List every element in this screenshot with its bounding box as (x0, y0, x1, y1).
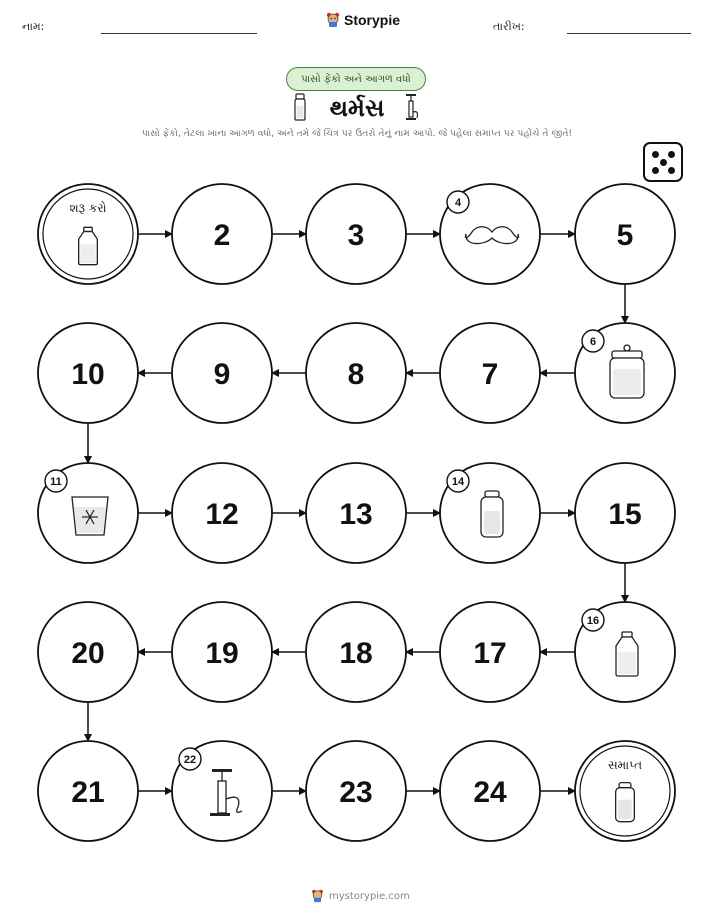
board-cell-1[interactable] (38, 184, 138, 284)
cell-number: 15 (608, 498, 642, 531)
board-cell-25[interactable] (575, 741, 675, 841)
name-label: નામ: (22, 20, 45, 33)
vial-bottle-icon (616, 783, 635, 822)
board-cell-5[interactable] (575, 184, 675, 284)
board-cell-14[interactable] (440, 463, 540, 563)
cell-number: 21 (71, 776, 105, 809)
cell-number: 22 (183, 754, 197, 766)
board-cell-2[interactable] (172, 184, 272, 284)
board-cell-16[interactable] (575, 602, 675, 702)
cell-number: 7 (481, 358, 499, 391)
board-cell-15[interactable] (575, 463, 675, 563)
board-cell-8[interactable] (306, 323, 406, 423)
cell-number: 13 (339, 498, 373, 531)
board-cell-12[interactable] (172, 463, 272, 563)
brand-name: Storypie (344, 12, 401, 28)
cell-number: 10 (71, 358, 105, 391)
board-cell-4[interactable] (440, 184, 540, 284)
board-cells (38, 184, 675, 841)
cell-number: 17 (473, 637, 507, 670)
glass-jar-icon (610, 345, 644, 398)
bear-mascot-icon (311, 889, 324, 903)
vial-bottle-icon (481, 491, 503, 537)
board-cell-24[interactable] (440, 741, 540, 841)
board-cell-3[interactable] (306, 184, 406, 284)
board-cell-21[interactable] (38, 741, 138, 841)
footer (311, 889, 410, 903)
cell-number: 23 (339, 776, 373, 809)
board-cell-13[interactable] (306, 463, 406, 563)
page-title: થર્મસ (329, 94, 385, 122)
cell-number: 20 (71, 637, 105, 670)
cell-number: 8 (347, 358, 365, 391)
board-cell-20[interactable] (38, 602, 138, 702)
ice-water-glass-icon (72, 497, 108, 535)
game-badge: પાસો ફેંકો અને આગળ વધો (286, 67, 426, 91)
board-cell-23[interactable] (306, 741, 406, 841)
cell-number: 5 (616, 219, 634, 252)
cell-number: 3 (347, 219, 365, 252)
board-cell-6[interactable] (575, 323, 675, 423)
cell-number: 4 (454, 197, 462, 209)
board-cell-10[interactable] (38, 323, 138, 423)
cell-number: 14 (451, 476, 465, 488)
date-label: તારીખ: (493, 20, 525, 33)
start-label: શરૂ કરો (69, 201, 107, 215)
board-cell-7[interactable] (440, 323, 540, 423)
board-cell-9[interactable] (172, 323, 272, 423)
footer-url[interactable]: mystorypie.com (329, 890, 410, 902)
cell-number: 9 (213, 358, 231, 391)
cell-number: 2 (213, 219, 231, 252)
cell-number: 24 (473, 776, 507, 809)
finish-label: સમાપ્ત (607, 758, 643, 772)
board-cell-19[interactable] (172, 602, 272, 702)
board-cell-22[interactable] (172, 741, 272, 841)
board-cell-17[interactable] (440, 602, 540, 702)
cell-number: 6 (589, 336, 597, 348)
cell-number: 19 (205, 637, 239, 670)
board-cell-11[interactable] (38, 463, 138, 563)
cell-number: 12 (205, 498, 239, 531)
cell-number: 16 (586, 615, 600, 627)
cell-number: 11 (50, 476, 62, 488)
instructions: પાસો ફેંકો, તેટલા ખાના આગળ વધો, અને તમે જે ચિત્ર પર ઉતરો તેનું નામ આપો. જે પહેલા સમાપ્ત પર પહોંચે તે જીતે! (141, 128, 573, 139)
cell-number: 18 (339, 637, 373, 670)
board-cell-18[interactable] (306, 602, 406, 702)
